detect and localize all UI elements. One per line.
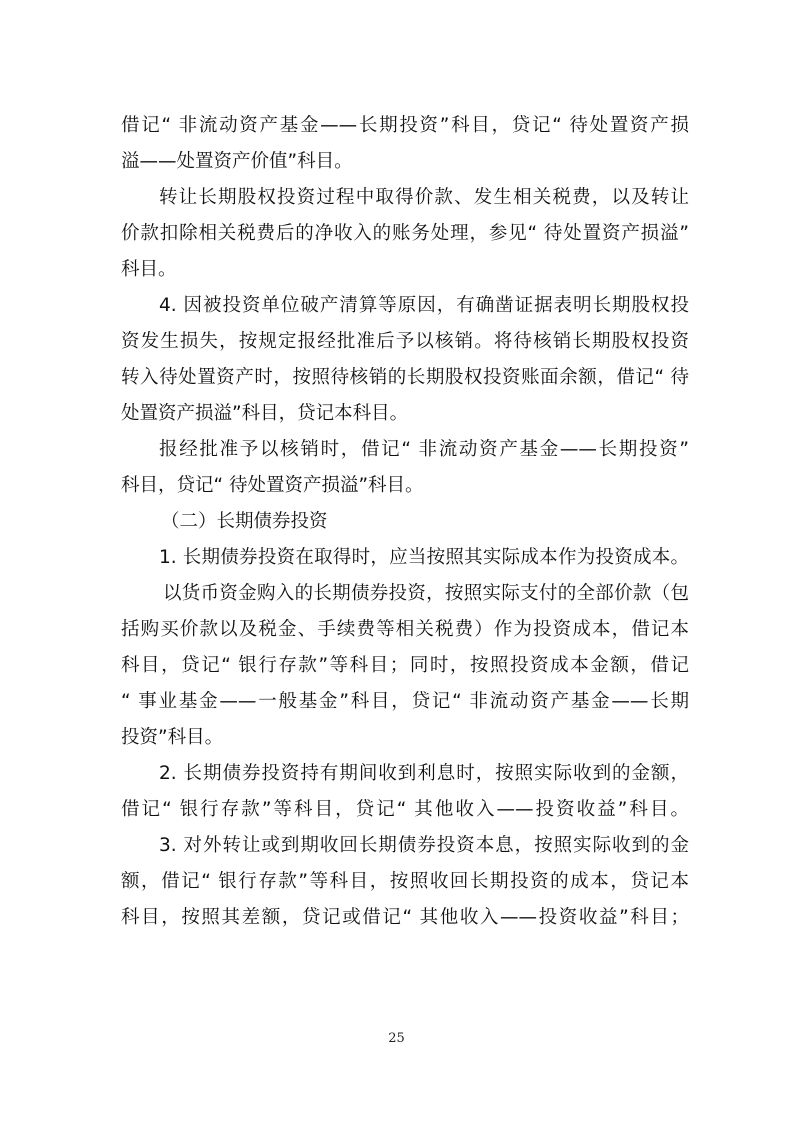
text-line: 科目。 bbox=[121, 259, 177, 280]
text-line: 价款扣除相关税费后的净收入的账务处理，参见“ 待处置资产损溢” bbox=[121, 223, 689, 244]
text-line: 资发生损失，按规定报经批准后予以核销。将待核销长期股权投资 bbox=[121, 331, 689, 352]
text-line: 投资”科目。 bbox=[121, 727, 224, 748]
text-line: 科目，贷记“ 待处置资产损溢”科目。 bbox=[121, 475, 424, 496]
paragraph bbox=[121, 756, 689, 828]
text-line: 处置资产损溢”科目，贷记本科目。 bbox=[121, 403, 409, 424]
text-line: 4. 因被投资单位破产清算等原因，有确凿证据表明长期股权投 bbox=[159, 295, 689, 316]
paragraph bbox=[121, 540, 689, 576]
text-line: 以货币资金购入的长期债券投资，按照实际支付的全部价款（包 bbox=[163, 583, 689, 604]
body-text bbox=[121, 108, 689, 936]
paragraph bbox=[121, 432, 689, 504]
text-line: 括购买价款以及税金、手续费等相关税费）作为投资成本，借记本 bbox=[121, 619, 689, 640]
text-line: 科目，按照其差额，贷记或借记“ 其他收入——投资收益”科目； bbox=[121, 907, 689, 928]
text-line: 2. 长期债券投资持有期间收到利息时，按照实际收到的金额， bbox=[159, 763, 689, 784]
text-line: 借记“ 银行存款”等科目，贷记“ 其他收入——投资收益”科目。 bbox=[121, 799, 689, 820]
paragraph bbox=[121, 288, 689, 432]
text-line: “ 事业基金——一般基金”科目，贷记“ 非流动资产基金——长期 bbox=[121, 691, 689, 712]
page-number: 25 bbox=[388, 1031, 405, 1046]
paragraph bbox=[121, 828, 689, 936]
text-line: 1. 长期债券投资在取得时，应当按照其实际成本作为投资成本。 bbox=[159, 547, 689, 568]
text-line: 借记“ 非流动资产基金——长期投资”科目，贷记“ 待处置资产损 bbox=[121, 115, 689, 136]
text-line: 转入待处置资产时，按照待核销的长期股权投资账面余额，借记“ 待 bbox=[121, 367, 689, 388]
text-line: 科目，贷记“ 银行存款”等科目；同时，按照投资成本金额，借记 bbox=[121, 655, 689, 676]
text-line: 额，借记“ 银行存款”等科目，按照收回长期投资的成本，贷记本 bbox=[121, 871, 689, 892]
text-line: 溢——处置资产价值”科目。 bbox=[121, 151, 353, 172]
text-line: 转让长期股权投资过程中取得价款、发生相关税费，以及转让 bbox=[159, 187, 689, 208]
section-heading bbox=[121, 504, 689, 540]
text-line: 报经批准予以核销时，借记“ 非流动资产基金——长期投资” bbox=[159, 439, 689, 460]
paragraph bbox=[121, 108, 689, 180]
paragraph bbox=[121, 576, 689, 756]
paragraph bbox=[121, 180, 689, 288]
text-line: 3. 对外转让或到期收回长期债券投资本息，按照实际收到的金 bbox=[159, 835, 689, 856]
heading-line: （二）长期债券投资 bbox=[161, 511, 328, 532]
